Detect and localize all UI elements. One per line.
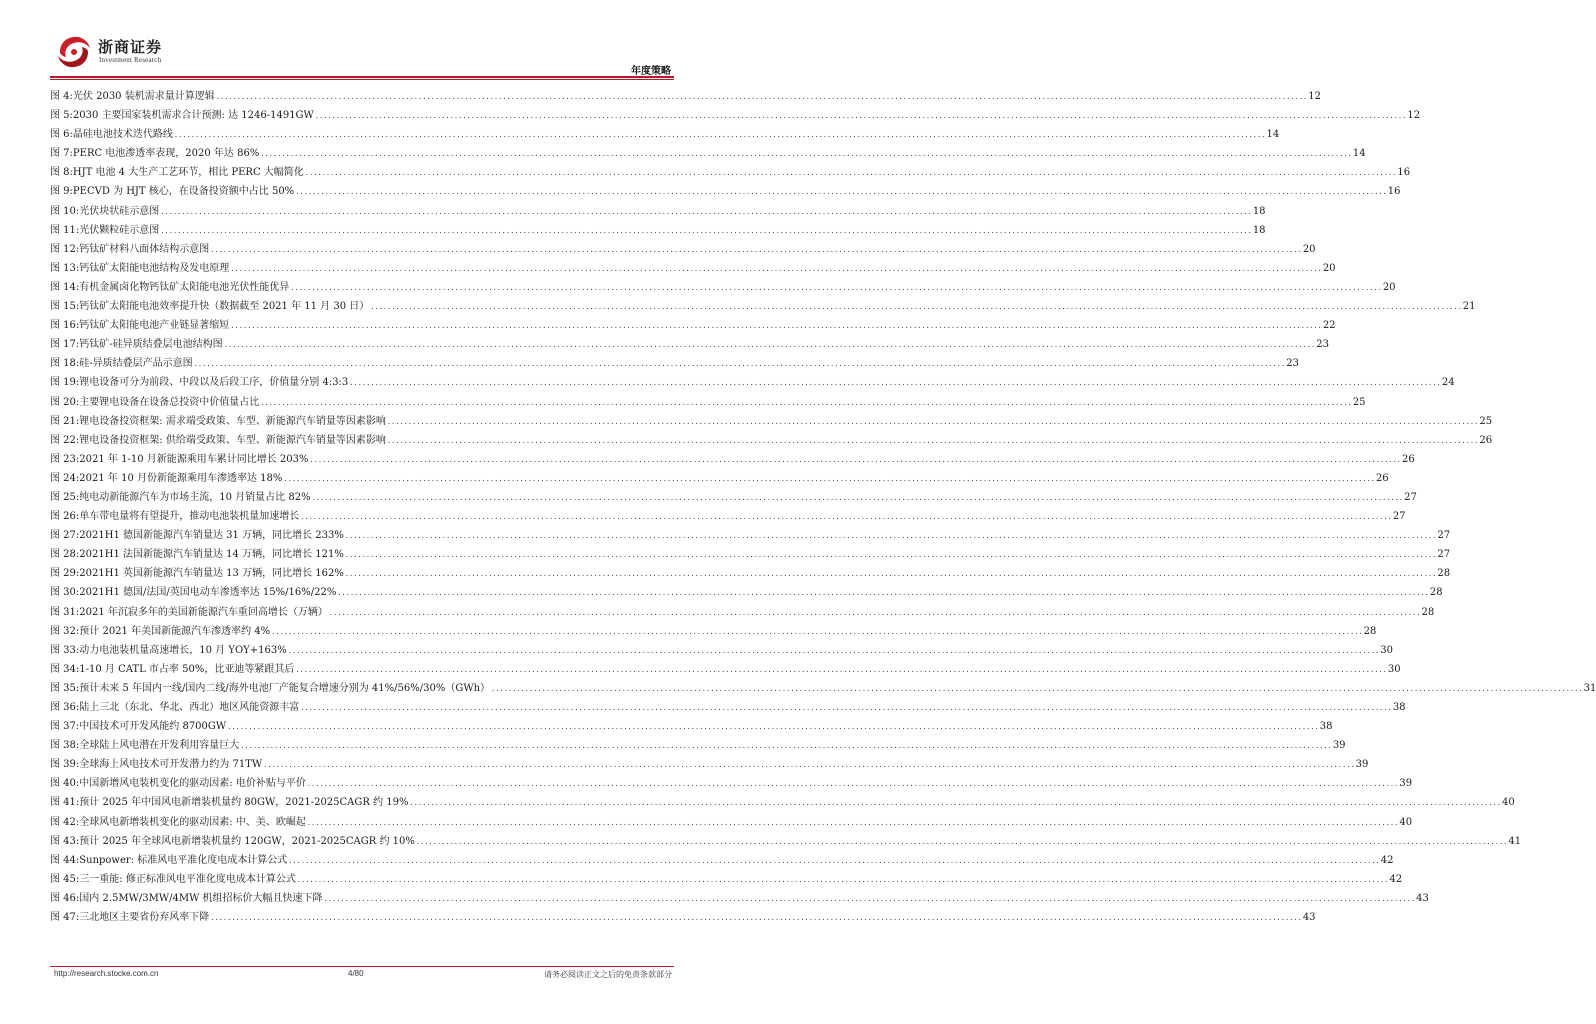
toc-entry-leader-dots bbox=[227, 718, 1319, 737]
toc-entry-label: 图 26: bbox=[50, 511, 80, 523]
toc-entry-leader-dots bbox=[224, 336, 1316, 355]
toc-entry-title: 光伏颗粒硅示意图 bbox=[79, 224, 160, 236]
toc-entry-page: 31 bbox=[1583, 682, 1596, 694]
toc-entry-page: 25 bbox=[1479, 415, 1493, 427]
toc-entry-title: 2021H1 法国新能源汽车销量达 14 万辆，同比增长 121% bbox=[79, 549, 344, 561]
toc-entry-leader-dots bbox=[416, 833, 1508, 852]
toc-entry-label: 图 10: bbox=[50, 205, 80, 217]
toc-entry[interactable] bbox=[50, 832, 1522, 851]
toc-entry[interactable] bbox=[50, 774, 1413, 793]
toc-entry-title: 预计未来 5 年国内一线/国内二线/海外电池厂产能复合增速分别为 41%/56%/30%（GWh） bbox=[79, 682, 491, 694]
toc-entry[interactable] bbox=[50, 240, 1316, 259]
toc-entry[interactable] bbox=[50, 526, 1451, 545]
footer-disclaimer: 请务必阅读正文之后的免责条款部分 bbox=[544, 970, 672, 979]
toc-entry-leader-dots bbox=[295, 183, 1387, 202]
toc-entry[interactable] bbox=[50, 813, 1413, 832]
toc-entry[interactable] bbox=[50, 851, 1394, 870]
toc-entry-label: 图 25: bbox=[50, 491, 80, 503]
toc-entry-leader-dots bbox=[345, 546, 1437, 565]
toc-entry[interactable] bbox=[50, 259, 1336, 278]
toc-entry[interactable] bbox=[50, 450, 1415, 469]
toc-entry-title: 三一重能: 修正标准风电平准化度电成本计算公式 bbox=[79, 873, 296, 885]
toc-entry-title: 单车带电量将有望提升，推动电池装机量加速增长 bbox=[79, 511, 300, 523]
toc-entry-page: 18 bbox=[1252, 205, 1266, 217]
toc-entry-page: 42 bbox=[1380, 854, 1394, 866]
toc-entry-title: 主要锂电设备在设备总投资中价值量占比 bbox=[79, 396, 260, 408]
toc-entry-label: 图 34: bbox=[50, 663, 80, 675]
toc-entry[interactable] bbox=[50, 870, 1403, 889]
toc-entry[interactable] bbox=[50, 698, 1406, 717]
toc-entry-label: 图 17: bbox=[50, 339, 80, 351]
toc-entry-label: 图 42: bbox=[50, 816, 80, 828]
toc-entry-label: 图 21: bbox=[50, 415, 80, 427]
toc-entry-title: 预计 2025 年全球风电新增装机量约 120GW，2021-2025CAGR 约 10% bbox=[79, 835, 415, 847]
toc-entry-page: 12 bbox=[1308, 91, 1321, 102]
toc-entry-page: 14 bbox=[1266, 129, 1280, 141]
toc-entry-leader-dots bbox=[324, 890, 1416, 909]
toc-entry-label: 图 14: bbox=[50, 281, 80, 293]
toc-entry-label: 图 8: bbox=[50, 167, 73, 179]
toc-entry[interactable] bbox=[50, 297, 1476, 316]
toc-entry-title: HJT 电池 4 大生产工艺环节，相比 PERC 大幅简化 bbox=[72, 167, 304, 179]
toc-entry-leader-dots bbox=[300, 699, 1392, 718]
toc-entry-page: 39 bbox=[1355, 759, 1369, 771]
toc-entry-leader-dots bbox=[263, 756, 1355, 775]
toc-entry-page: 20 bbox=[1302, 243, 1316, 255]
toc-entry-leader-dots bbox=[387, 413, 1479, 432]
toc-entry-title: 2021H1 英国新能源汽车销量达 13 万辆，同比增长 162% bbox=[79, 568, 344, 580]
toc-entry-title: 钙钛矿太阳能电池效率提升快（数据截至 2021 年 11 月 30 日） bbox=[79, 301, 370, 313]
toc-entry-title: PECVD 为 HJT 核心，在设备投资额中占比 50% bbox=[72, 186, 295, 198]
toc-entry-title: 全球风电新增装机变化的驱动因素: 中、美、欧崛起 bbox=[79, 816, 306, 828]
toc-entry-page: 26 bbox=[1375, 472, 1389, 484]
toc-entry-label: 图 46: bbox=[50, 892, 80, 904]
toc-entry-leader-dots bbox=[288, 852, 1380, 871]
toc-entry-title: 全球陆上风电潜在开发利用容量巨大 bbox=[79, 740, 240, 752]
toc-entry-leader-dots bbox=[210, 241, 1302, 260]
toc-entry-label: 图 32: bbox=[50, 625, 80, 637]
toc-entry-page: 26 bbox=[1402, 453, 1415, 465]
toc-entry[interactable] bbox=[50, 144, 1366, 163]
page-header bbox=[0, 0, 724, 80]
toc-entry-title: 预计 2025 年中国风电新增装机量约 80GW，2021-2025CAGR 约 19% bbox=[79, 797, 409, 809]
toc-entry-page: 27 bbox=[1392, 511, 1406, 523]
toc-entry-page: 28 bbox=[1421, 606, 1435, 618]
toc-entry-page: 27 bbox=[1437, 549, 1451, 561]
toc-entry-page: 43 bbox=[1302, 912, 1316, 924]
toc-entry-page: 40 bbox=[1399, 816, 1413, 828]
toc-entry-leader-dots bbox=[160, 203, 1252, 222]
toc-entry-leader-dots bbox=[410, 794, 1502, 813]
toc-entry-page: 41 bbox=[1508, 835, 1522, 847]
toc-entry-page: 25 bbox=[1352, 396, 1366, 408]
logo-english-name: Investment Research bbox=[99, 56, 162, 64]
toc-entry-title: 国内 2.5MW/3MW/4MW 机组招标价大幅且快速下降 bbox=[79, 892, 323, 904]
toc-entry-page: 28 bbox=[1429, 587, 1443, 599]
toc-entry-leader-dots bbox=[194, 355, 1286, 374]
toc-entry-label: 图 35: bbox=[50, 682, 80, 694]
toc-entry-title: 硅-异质结叠层产品示意图 bbox=[79, 358, 193, 370]
toc-entry-label: 图 13: bbox=[50, 262, 80, 274]
toc-entry-label: 图 7: bbox=[50, 148, 73, 160]
toc-entry[interactable] bbox=[50, 373, 1455, 392]
toc-entry-label: 图 38: bbox=[50, 740, 80, 752]
toc-entry-leader-dots bbox=[387, 432, 1479, 451]
toc-entry-title: 2021 年沉寂多年的美国新能源汽车重回高增长（万辆） bbox=[79, 606, 328, 618]
toc-entry-leader-dots bbox=[300, 508, 1392, 527]
toc-entry-label: 图 5: bbox=[50, 110, 73, 122]
toc-entry-page: 23 bbox=[1286, 358, 1299, 370]
toc-entry-leader-dots bbox=[240, 737, 1332, 756]
toc-entry-title: 光伏 2030 装机需求量计算逻辑 bbox=[72, 91, 215, 102]
toc-entry-page: 26 bbox=[1479, 434, 1493, 446]
header-divider-thin bbox=[50, 79, 674, 80]
toc-entry-leader-dots bbox=[210, 909, 1302, 928]
toc-entry-leader-dots bbox=[290, 279, 1382, 298]
toc-entry-leader-dots bbox=[337, 584, 1429, 603]
toc-entry-label: 图 22: bbox=[50, 434, 80, 446]
toc-entry-leader-dots bbox=[160, 222, 1252, 241]
toc-entry-label: 图 31: bbox=[50, 606, 80, 618]
toc-entry-label: 图 45: bbox=[50, 873, 80, 885]
toc-entry-label: 图 30: bbox=[50, 587, 80, 599]
toc-entry-page: 30 bbox=[1380, 644, 1393, 656]
toc-entry-label: 图 18: bbox=[50, 358, 80, 370]
toc-entry-title: 中国技术可开发风能约 8700GW bbox=[79, 721, 227, 733]
toc-entry-leader-dots bbox=[230, 317, 1322, 336]
toc-entry-title: 2030 主要国家装机需求合计预测: 达 1246-1491GW bbox=[72, 110, 314, 122]
toc-entry-leader-dots bbox=[370, 298, 1462, 317]
toc-entry[interactable] bbox=[50, 182, 1401, 201]
toc-entry[interactable] bbox=[50, 335, 1329, 354]
toc-entry-leader-dots bbox=[288, 642, 1380, 661]
toc-entry[interactable] bbox=[50, 431, 1493, 450]
toc-entry-label: 图 15: bbox=[50, 301, 80, 313]
toc-entry[interactable] bbox=[50, 583, 1443, 602]
toc-entry-label: 图 28: bbox=[50, 549, 80, 561]
company-logo bbox=[54, 34, 189, 70]
toc-entry-label: 图 24: bbox=[50, 472, 80, 484]
toc-entry-page: 20 bbox=[1382, 281, 1396, 293]
toc-entry[interactable] bbox=[50, 564, 1451, 583]
toc-entry[interactable] bbox=[50, 545, 1451, 564]
toc-entry[interactable] bbox=[50, 87, 1321, 106]
toc-entry[interactable] bbox=[50, 202, 1266, 221]
toc-entry-label: 图 37: bbox=[50, 721, 80, 733]
toc-entry[interactable] bbox=[50, 603, 1435, 622]
toc-entry-leader-dots bbox=[491, 680, 1583, 699]
toc-entry-title: 有机金属卤化物钙钛矿太阳能电池光伏性能优异 bbox=[79, 281, 290, 293]
toc-entry[interactable] bbox=[50, 316, 1336, 335]
toc-entry-page: 38 bbox=[1319, 721, 1333, 733]
toc-entry[interactable] bbox=[50, 717, 1333, 736]
toc-entry-page: 20 bbox=[1322, 262, 1336, 274]
toc-entry-page: 22 bbox=[1322, 320, 1336, 332]
toc-entry-label: 图 6: bbox=[50, 129, 73, 141]
toc-entry-title: 钙钛矿太阳能电池产业链显著缩短 bbox=[79, 320, 230, 332]
toc-entry[interactable] bbox=[50, 106, 1421, 125]
toc-entry-leader-dots bbox=[349, 374, 1441, 393]
toc-entry-title: 2021 年 10 月份新能源乘用车渗透率达 18% bbox=[79, 472, 283, 484]
toc-entry-title: PERC 电池渗透率表现，2020 年达 86% bbox=[72, 148, 260, 160]
figure-index-list bbox=[50, 87, 1596, 927]
toc-entry[interactable] bbox=[50, 488, 1417, 507]
toc-entry-label: 图 39: bbox=[50, 759, 80, 771]
toc-entry[interactable] bbox=[50, 163, 1411, 182]
toc-entry-label: 图 16: bbox=[50, 320, 80, 332]
toc-entry-label: 图 20: bbox=[50, 396, 80, 408]
toc-entry-page: 42 bbox=[1389, 873, 1403, 885]
toc-entry[interactable] bbox=[50, 412, 1493, 431]
toc-entry-page: 27 bbox=[1404, 491, 1417, 503]
toc-entry-leader-dots bbox=[310, 451, 1402, 470]
toc-entry-label: 图 41: bbox=[50, 797, 80, 809]
toc-entry-page: 16 bbox=[1387, 186, 1401, 198]
toc-entry[interactable] bbox=[50, 641, 1393, 660]
toc-entry-leader-dots bbox=[307, 814, 1399, 833]
toc-entry-page: 40 bbox=[1502, 797, 1515, 809]
logo-chinese-name: 浙商证券 bbox=[98, 38, 163, 56]
toc-entry[interactable] bbox=[50, 736, 1346, 755]
toc-entry-title: 光伏块状硅示意图 bbox=[79, 205, 160, 217]
toc-entry-page: 27 bbox=[1437, 530, 1451, 542]
toc-entry-leader-dots bbox=[305, 164, 1397, 183]
toc-entry-label: 图 36: bbox=[50, 702, 80, 713]
toc-entry-title: 晶硅电池技术迭代路线 bbox=[72, 129, 173, 141]
toc-entry-leader-dots bbox=[329, 604, 1421, 623]
toc-entry[interactable] bbox=[50, 393, 1366, 412]
toc-entry-label: 图 9: bbox=[50, 186, 73, 198]
toc-entry-leader-dots bbox=[297, 871, 1389, 890]
toc-entry-page: 38 bbox=[1392, 702, 1406, 713]
toc-entry[interactable] bbox=[50, 125, 1280, 144]
toc-entry-leader-dots bbox=[312, 489, 1404, 508]
toc-entry-page: 28 bbox=[1363, 625, 1377, 637]
toc-entry-label: 图 33: bbox=[50, 644, 80, 656]
toc-entry-title: 2021H1 德国新能源汽车销量达 31 万辆，同比增长 233% bbox=[79, 530, 344, 542]
toc-entry-title: 纯电动新能源汽车为市场主流，10 月销量占比 82% bbox=[79, 491, 311, 503]
toc-entry-label: 图 12: bbox=[50, 243, 80, 255]
toc-entry-label: 图 43: bbox=[50, 835, 80, 847]
toc-entry[interactable] bbox=[50, 660, 1401, 679]
header-divider bbox=[50, 76, 674, 78]
toc-entry-leader-dots bbox=[216, 88, 1308, 107]
toc-entry[interactable] bbox=[50, 507, 1406, 526]
toc-entry[interactable] bbox=[50, 908, 1316, 927]
toc-entry-title: 陆上三北（东北、华北、西北）地区风能资源丰富 bbox=[79, 702, 300, 713]
toc-entry-page: 24 bbox=[1441, 377, 1455, 389]
toc-entry-page: 12 bbox=[1407, 110, 1421, 122]
toc-entry-page: 28 bbox=[1437, 568, 1451, 580]
toc-entry-title: 中国新增风电装机变化的驱动因素: 电价补贴与平价 bbox=[79, 778, 306, 790]
toc-entry-title: 动力电池装机量高速增长，10 月 YOY+163% bbox=[79, 644, 287, 656]
toc-entry-leader-dots bbox=[345, 527, 1437, 546]
toc-entry-page: 30 bbox=[1387, 663, 1401, 675]
toc-entry-title: 锂电设备投资框架: 需求端受政策、车型、新能源汽车销量等因素影响 bbox=[79, 415, 386, 427]
toc-entry[interactable] bbox=[50, 221, 1266, 240]
toc-entry-title: 1-10 月 CATL 市占率 50%，比亚迪等紧跟其后 bbox=[79, 663, 295, 675]
toc-entry-label: 图 40: bbox=[50, 778, 80, 790]
toc-entry-title: 全球海上风电技术可开发潜力约为 71TW bbox=[79, 759, 263, 771]
toc-entry[interactable] bbox=[50, 793, 1515, 812]
toc-entry-title: 2021 年 1-10 月新能源乘用车累计同比增长 203% bbox=[79, 453, 309, 465]
toc-entry-label: 图 27: bbox=[50, 530, 80, 542]
toc-entry-label: 图 29: bbox=[50, 568, 80, 580]
toc-entry-leader-dots bbox=[295, 661, 1387, 680]
toc-entry[interactable] bbox=[50, 679, 1596, 698]
footer-url[interactable]: http://research.stocke.com.cn bbox=[54, 969, 159, 978]
toc-entry-title: 2021H1 德国/法国/英国电动车渗透率达 15%/16%/22% bbox=[79, 587, 337, 599]
toc-entry-page: 43 bbox=[1416, 892, 1429, 904]
footer-divider bbox=[50, 966, 674, 967]
toc-entry[interactable] bbox=[50, 469, 1389, 488]
toc-entry-page: 21 bbox=[1462, 301, 1476, 313]
toc-entry-title: 钙钛矿太阳能电池结构及发电原理 bbox=[79, 262, 230, 274]
toc-entry[interactable] bbox=[50, 755, 1369, 774]
toc-entry-title: 钙钛矿材料八面体结构示意图 bbox=[79, 243, 210, 255]
toc-entry-leader-dots bbox=[271, 623, 1363, 642]
toc-entry-page: 39 bbox=[1332, 740, 1346, 752]
toc-entry-title: 预计 2021 年美国新能源汽车渗透率约 4% bbox=[79, 625, 271, 637]
toc-entry-page: 18 bbox=[1252, 224, 1266, 236]
toc-entry-leader-dots bbox=[260, 145, 1352, 164]
toc-entry-page: 14 bbox=[1352, 148, 1366, 160]
toc-entry-title: 锂电设备可分为前段、中段以及后段工序，价值量分别 4:3:3 bbox=[79, 377, 349, 389]
toc-entry-page: 39 bbox=[1399, 778, 1413, 790]
toc-entry-title: 三北地区主要省份弃风率下降 bbox=[79, 912, 210, 924]
toc-entry-leader-dots bbox=[315, 107, 1407, 126]
toc-entry-leader-dots bbox=[345, 565, 1437, 584]
footer-page-number: 4/80 bbox=[348, 969, 364, 978]
toc-entry-label: 图 4: bbox=[50, 91, 73, 102]
toc-entry[interactable] bbox=[50, 889, 1429, 908]
toc-entry-title: Sunpower: 标准风电平准化度电成本计算公式 bbox=[79, 854, 288, 866]
toc-entry-label: 图 23: bbox=[50, 453, 80, 465]
toc-entry-label: 图 19: bbox=[50, 377, 80, 389]
toc-entry-leader-dots bbox=[283, 470, 1375, 489]
toc-entry[interactable] bbox=[50, 622, 1377, 641]
toc-entry-leader-dots bbox=[230, 260, 1322, 279]
toc-entry-label: 图 47: bbox=[50, 912, 80, 924]
logo-mark-icon bbox=[54, 34, 94, 70]
toc-entry[interactable] bbox=[50, 354, 1299, 373]
toc-entry-leader-dots bbox=[307, 775, 1399, 794]
toc-entry-leader-dots bbox=[260, 394, 1352, 413]
toc-entry-title: 钙钛矿-硅异质结叠层电池结构图 bbox=[79, 339, 223, 351]
toc-entry-leader-dots bbox=[174, 126, 1266, 145]
toc-entry-label: 图 44: bbox=[50, 854, 80, 866]
toc-entry-page: 16 bbox=[1397, 167, 1411, 179]
report-section-title: 年度策略 bbox=[631, 66, 671, 77]
toc-entry-title: 锂电设备投资框架: 供给端受政策、车型、新能源汽车销量等因素影响 bbox=[79, 434, 386, 446]
toc-entry[interactable] bbox=[50, 278, 1396, 297]
toc-entry-label: 图 11: bbox=[50, 224, 80, 236]
toc-entry-page: 23 bbox=[1316, 339, 1329, 351]
